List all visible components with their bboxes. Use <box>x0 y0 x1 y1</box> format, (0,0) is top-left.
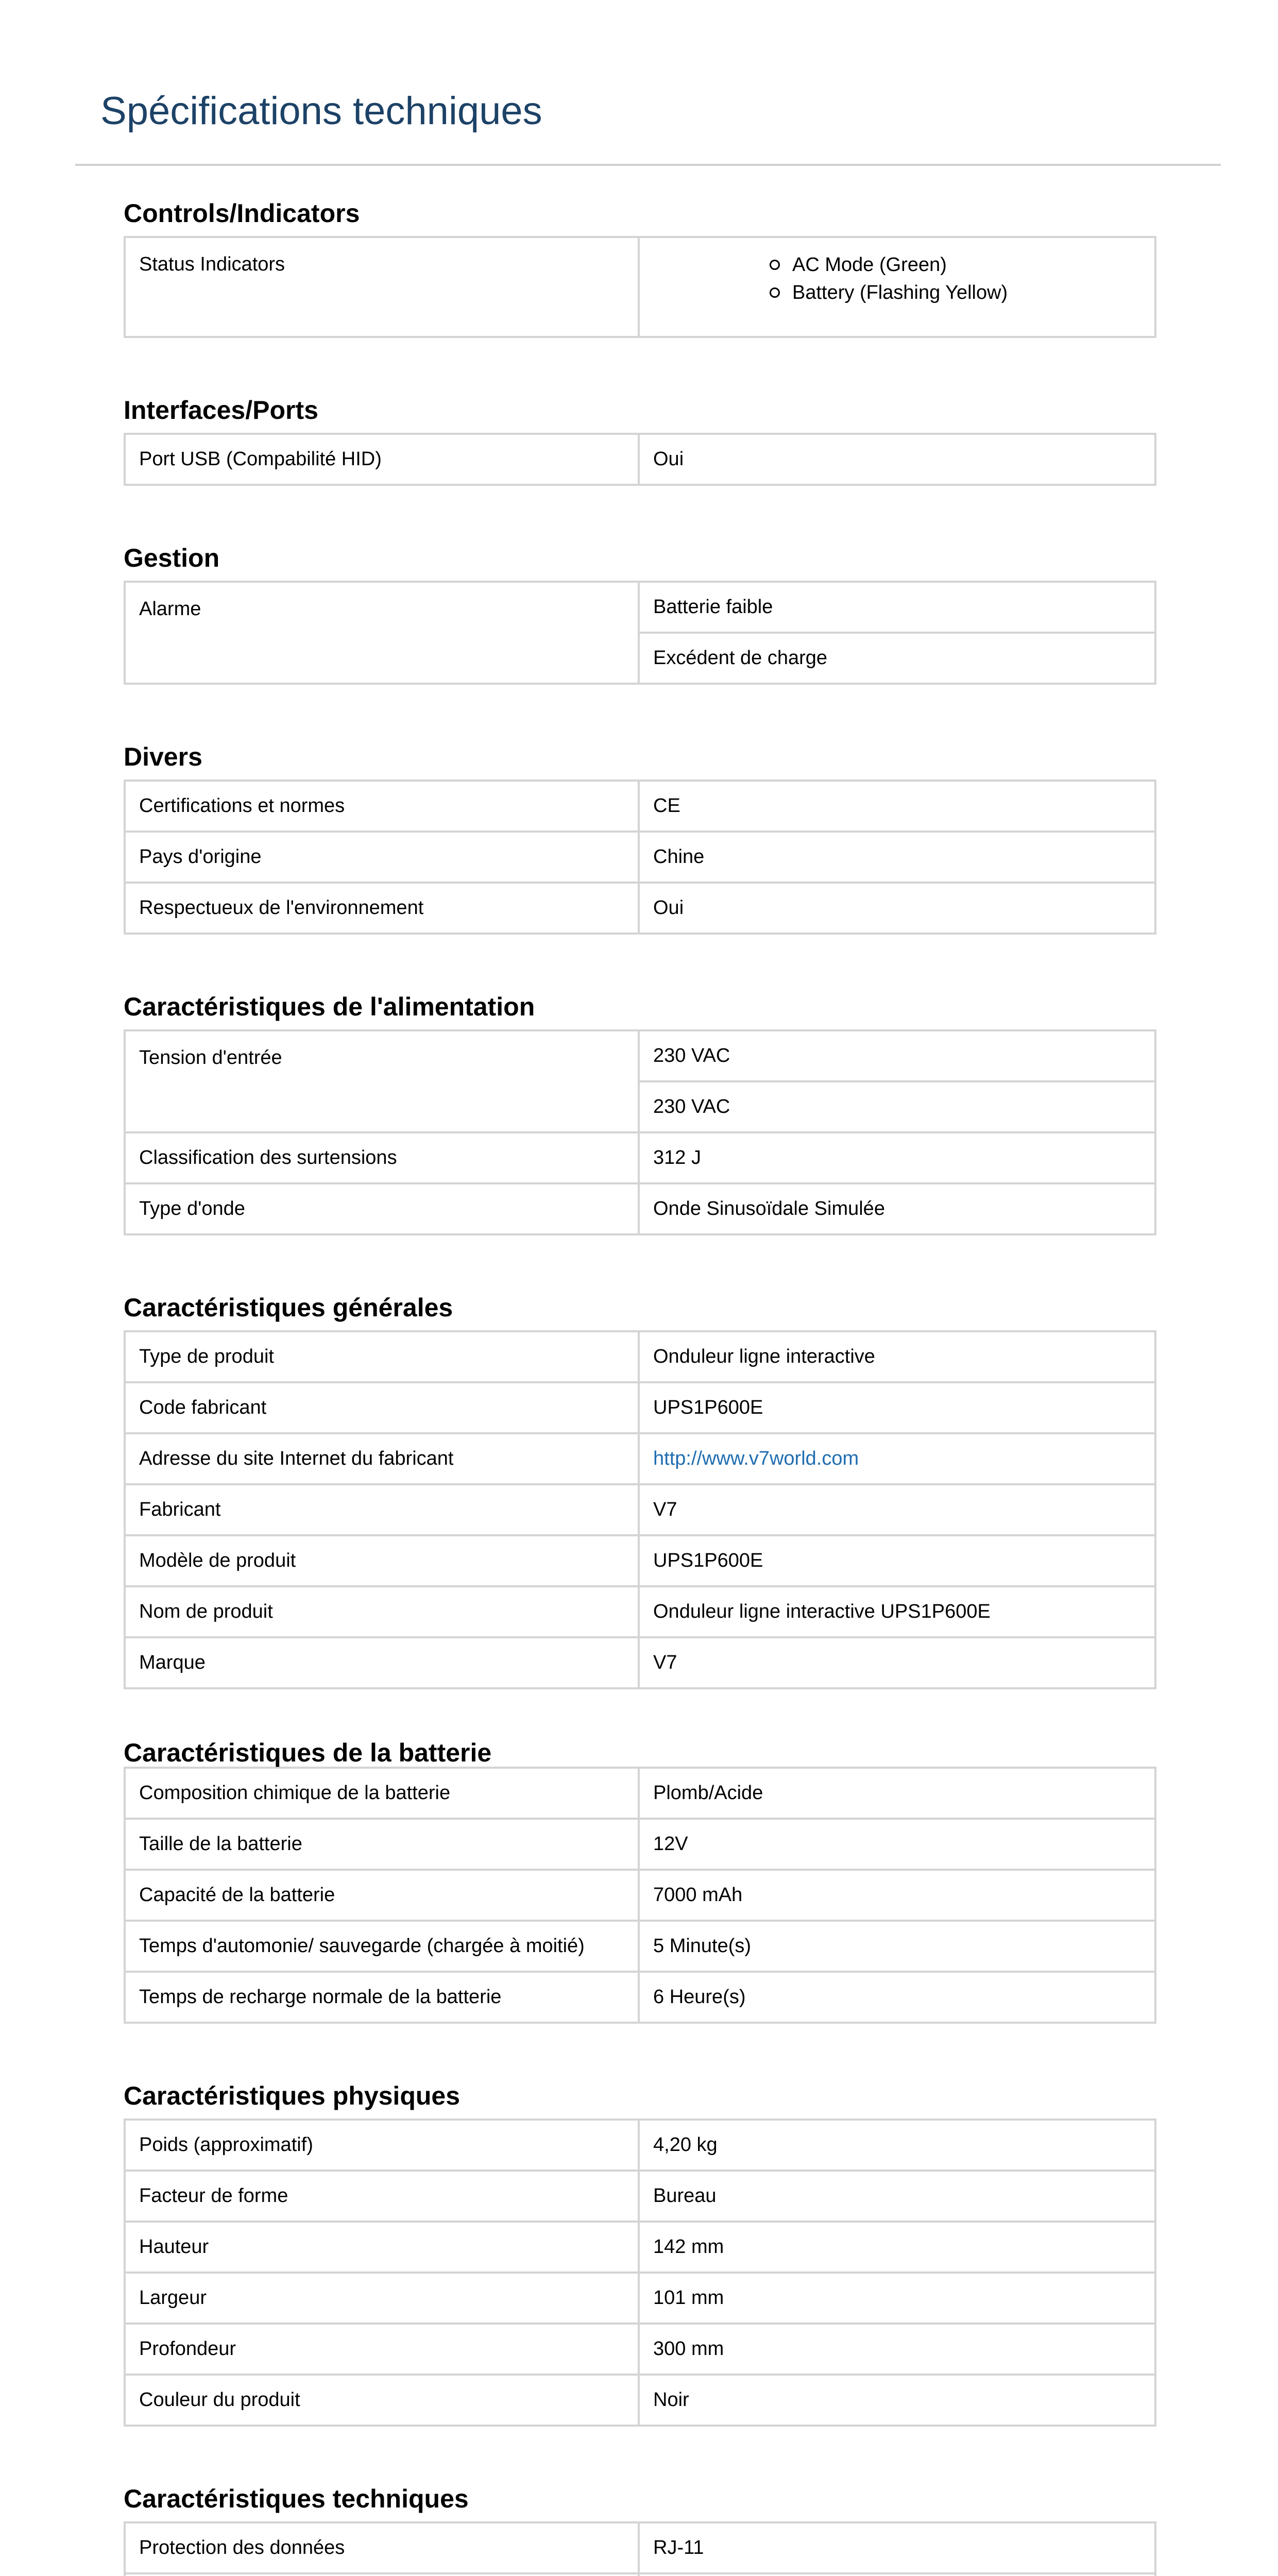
spec-value: 101 mm <box>639 2273 1155 2324</box>
manufacturer-website-link[interactable]: http://www.v7world.com <box>653 1448 859 1469</box>
section-heading-alimentation: Caractéristiques de l'alimentation <box>124 992 535 1021</box>
spec-label: Alarme <box>125 582 639 684</box>
spec-table-alimentation <box>124 1029 1156 1235</box>
spec-table-divers <box>124 779 1156 935</box>
spec-table-batterie <box>124 1767 1156 2024</box>
spec-value: Onde Sinusoïdale Simulée <box>639 1183 1155 1234</box>
table-row <box>125 2324 1155 2375</box>
spec-label: Profondeur <box>125 2324 639 2375</box>
spec-label: Marque <box>125 1637 639 1688</box>
table-row <box>125 1921 1155 1972</box>
spec-label: Classification des surtensions <box>125 1132 639 1183</box>
spec-label: Couleur du produit <box>125 2375 639 2426</box>
table-row <box>125 832 1155 883</box>
table-row <box>125 1637 1155 1688</box>
section-heading-divers: Divers <box>124 742 202 771</box>
indicator-list <box>792 253 1141 309</box>
spec-label: Temps d'automonie/ sauvegarde (chargée à moitié) <box>125 1921 639 1972</box>
table-row <box>125 1870 1155 1921</box>
spec-value: Bureau <box>639 2171 1155 2222</box>
section-heading-generales: Caractéristiques générales <box>124 1293 453 1322</box>
table-row <box>125 1768 1155 1819</box>
table-row <box>125 434 1155 485</box>
indicator-text: Battery (Flashing Yellow) <box>792 282 1008 303</box>
spec-table-interfaces <box>124 433 1156 486</box>
spec-label: Type de produit <box>125 1331 639 1382</box>
spec-value: Oui <box>639 883 1155 934</box>
table-row <box>125 582 1155 633</box>
spec-label: Certifications et normes <box>125 781 639 832</box>
spec-value: V7 <box>639 1637 1155 1688</box>
spec-table-gestion <box>124 581 1156 685</box>
spec-table-techniques <box>124 2521 1156 2576</box>
spec-value: 230 VAC <box>639 1030 1155 1081</box>
spec-value <box>639 237 1155 337</box>
spec-label: Largeur <box>125 2273 639 2324</box>
bullet-circle-icon <box>770 260 780 270</box>
title-divider <box>75 164 1221 166</box>
table-row <box>125 1132 1155 1183</box>
spec-content <box>124 191 1156 2576</box>
bullet-circle-icon <box>770 287 780 298</box>
spec-value: Plomb/Acide <box>639 1768 1155 1819</box>
spec-value: 300 mm <box>639 2324 1155 2375</box>
spec-label <box>125 2573 639 2576</box>
spec-label: Facteur de forme <box>125 2171 639 2222</box>
table-row <box>125 1972 1155 2023</box>
spec-label: Hauteur <box>125 2222 639 2273</box>
spec-value: Noir <box>639 2375 1155 2426</box>
spec-label: Poids (approximatif) <box>125 2120 639 2171</box>
page-title: Spécifications techniques <box>100 89 542 133</box>
spec-value: 6 Heure(s) <box>639 1972 1155 2023</box>
spec-label: Adresse du site Internet du fabricant <box>125 1433 639 1484</box>
table-row <box>125 1433 1155 1484</box>
spec-label: Temps de recharge normale de la batterie <box>125 1972 639 2023</box>
section-heading-techniques: Caractéristiques techniques <box>124 2484 469 2513</box>
spec-label: Pays d'origine <box>125 832 639 883</box>
spec-table-generales <box>124 1330 1156 1689</box>
spec-label: Nom de produit <box>125 1586 639 1637</box>
table-row <box>125 1484 1155 1535</box>
spec-label: Tension d'entrée <box>125 1030 639 1132</box>
table-row <box>125 2120 1155 2171</box>
table-row <box>125 2573 1155 2576</box>
spec-table-physiques <box>124 2119 1156 2427</box>
spec-table-controls <box>124 236 1156 338</box>
table-row <box>125 2273 1155 2324</box>
spec-label: Type d'onde <box>125 1183 639 1234</box>
spec-label: Port USB (Compabilité HID) <box>125 434 639 485</box>
table-row <box>125 1535 1155 1586</box>
spec-value: UPS1P600E <box>639 1535 1155 1586</box>
table-row <box>125 1183 1155 1234</box>
spec-value: Onduleur ligne interactive UPS1P600E <box>639 1586 1155 1637</box>
table-row <box>125 237 1155 337</box>
spec-label: Modèle de produit <box>125 1535 639 1586</box>
spec-value <box>639 1433 1155 1484</box>
spec-value: 7000 mAh <box>639 1870 1155 1921</box>
spec-value: 230 VAC <box>639 1081 1155 1132</box>
spec-value: Chine <box>639 832 1155 883</box>
spec-value: Onduleur ligne interactive <box>639 1331 1155 1382</box>
list-item <box>792 253 1141 281</box>
table-row <box>125 1030 1155 1081</box>
spec-value: 5 Minute(s) <box>639 1921 1155 1972</box>
spec-value: 12V <box>639 1819 1155 1870</box>
spec-value: RJ-11 <box>639 2522 1155 2573</box>
table-row <box>125 1331 1155 1382</box>
spec-value: 312 J <box>639 1132 1155 1183</box>
spec-value <box>639 2573 1155 2576</box>
spec-label: Fabricant <box>125 1484 639 1535</box>
table-row <box>125 781 1155 832</box>
section-heading-controls: Controls/Indicators <box>124 199 360 228</box>
table-row <box>125 1819 1155 1870</box>
spec-label: Respectueux de l'environnement <box>125 883 639 934</box>
spec-value: UPS1P600E <box>639 1382 1155 1433</box>
table-row <box>125 2522 1155 2573</box>
spec-label: Taille de la batterie <box>125 1819 639 1870</box>
section-heading-gestion: Gestion <box>124 544 220 572</box>
table-row <box>125 2171 1155 2222</box>
section-heading-interfaces: Interfaces/Ports <box>124 396 318 425</box>
spec-value: Oui <box>639 434 1155 485</box>
spec-label: Code fabricant <box>125 1382 639 1433</box>
table-row <box>125 1382 1155 1433</box>
section-heading-batterie: Caractéristiques de la batterie <box>124 1738 492 1767</box>
spec-value: 142 mm <box>639 2222 1155 2273</box>
spec-value: Batterie faible <box>639 582 1155 633</box>
list-item <box>792 281 1141 309</box>
table-row <box>125 2222 1155 2273</box>
table-row <box>125 883 1155 934</box>
spec-label: Status Indicators <box>125 237 639 337</box>
spec-value: Excédent de charge <box>639 633 1155 684</box>
spec-value: V7 <box>639 1484 1155 1535</box>
spec-value: CE <box>639 781 1155 832</box>
spec-label: Capacité de la batterie <box>125 1870 639 1921</box>
table-row <box>125 2375 1155 2426</box>
spec-value: 4,20 kg <box>639 2120 1155 2171</box>
section-heading-physiques: Caractéristiques physiques <box>124 2081 461 2110</box>
spec-label: Protection des données <box>125 2522 639 2573</box>
indicator-text: AC Mode (Green) <box>792 254 947 276</box>
table-row <box>125 1586 1155 1637</box>
spec-label: Composition chimique de la batterie <box>125 1768 639 1819</box>
